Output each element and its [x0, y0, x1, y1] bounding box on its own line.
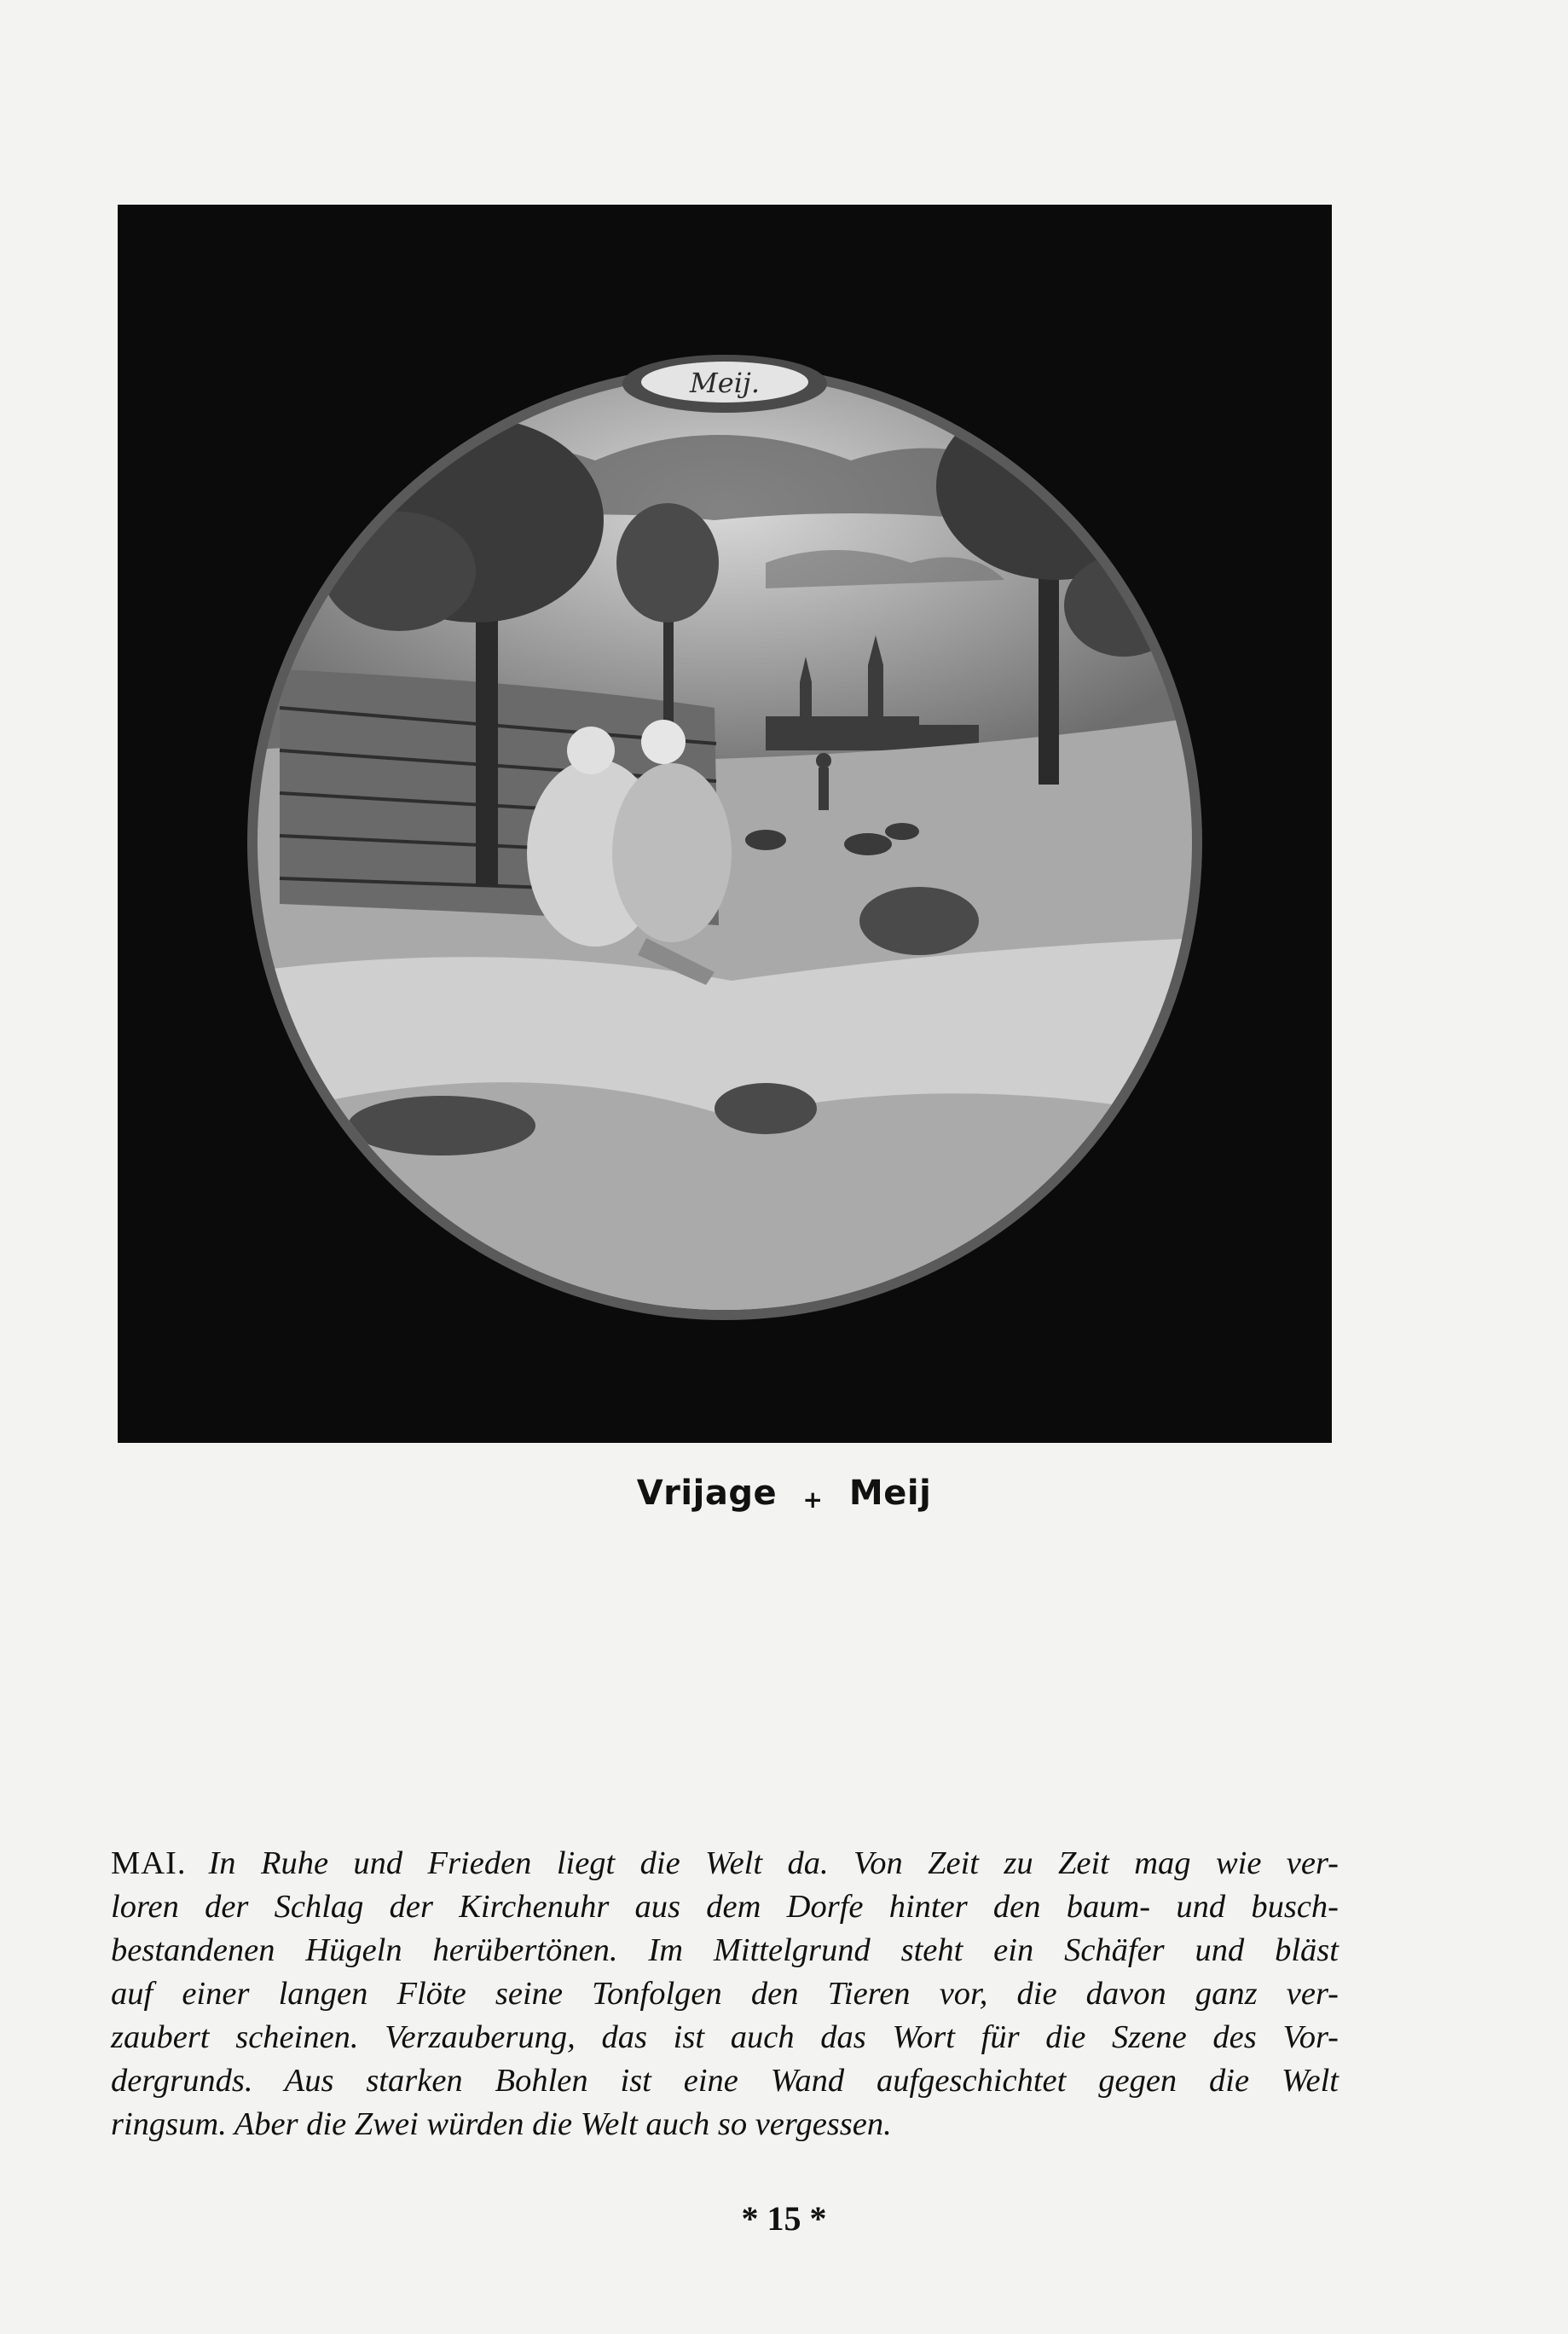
text-line: bestandenen Hügeln herübertönen. Im Mittelgrund steht ein Schäfer und bläst — [111, 1932, 1339, 1968]
body-paragraph — [111, 1842, 1339, 2146]
month-heading: MAI. — [111, 1845, 187, 1881]
text-line: auf einer langen Flöte seine Tonfolgen den Tieren vor, die davon ganz ver- — [111, 1976, 1339, 2012]
text-line: loren der Schlag der Kirchenuhr aus dem Dorfe hinter den baum- und busch- — [111, 1889, 1339, 1925]
cartouche-label: Meij. — [689, 367, 761, 399]
caption-separator: + — [802, 1486, 824, 1514]
figure-caption — [0, 1474, 1568, 1513]
text-line: zaubert scheinen. Verzauberung, das ist auch das Wort für die Szene des Vor- — [111, 2019, 1339, 2055]
delft-plate-illustration — [118, 205, 1332, 1443]
page-number: * 15 * — [741, 2199, 827, 2238]
cartouche — [622, 355, 827, 413]
text-line: MAI. In Ruhe und Frieden liegt die Welt da. Von Zeit zu Zeit mag wie ver- — [111, 1845, 1339, 1881]
plate-photograph — [118, 205, 1332, 1443]
caption-subtitle: Meij — [848, 1474, 932, 1513]
caption-title: Vrijage — [636, 1474, 778, 1513]
text-line: dergrunds. Aus starken Bohlen ist eine Wand aufgeschichtet gegen die Welt — [111, 2063, 1339, 2099]
text-line: ringsum. Aber die Zwei würden die Welt auch so vergessen. — [111, 2106, 892, 2142]
